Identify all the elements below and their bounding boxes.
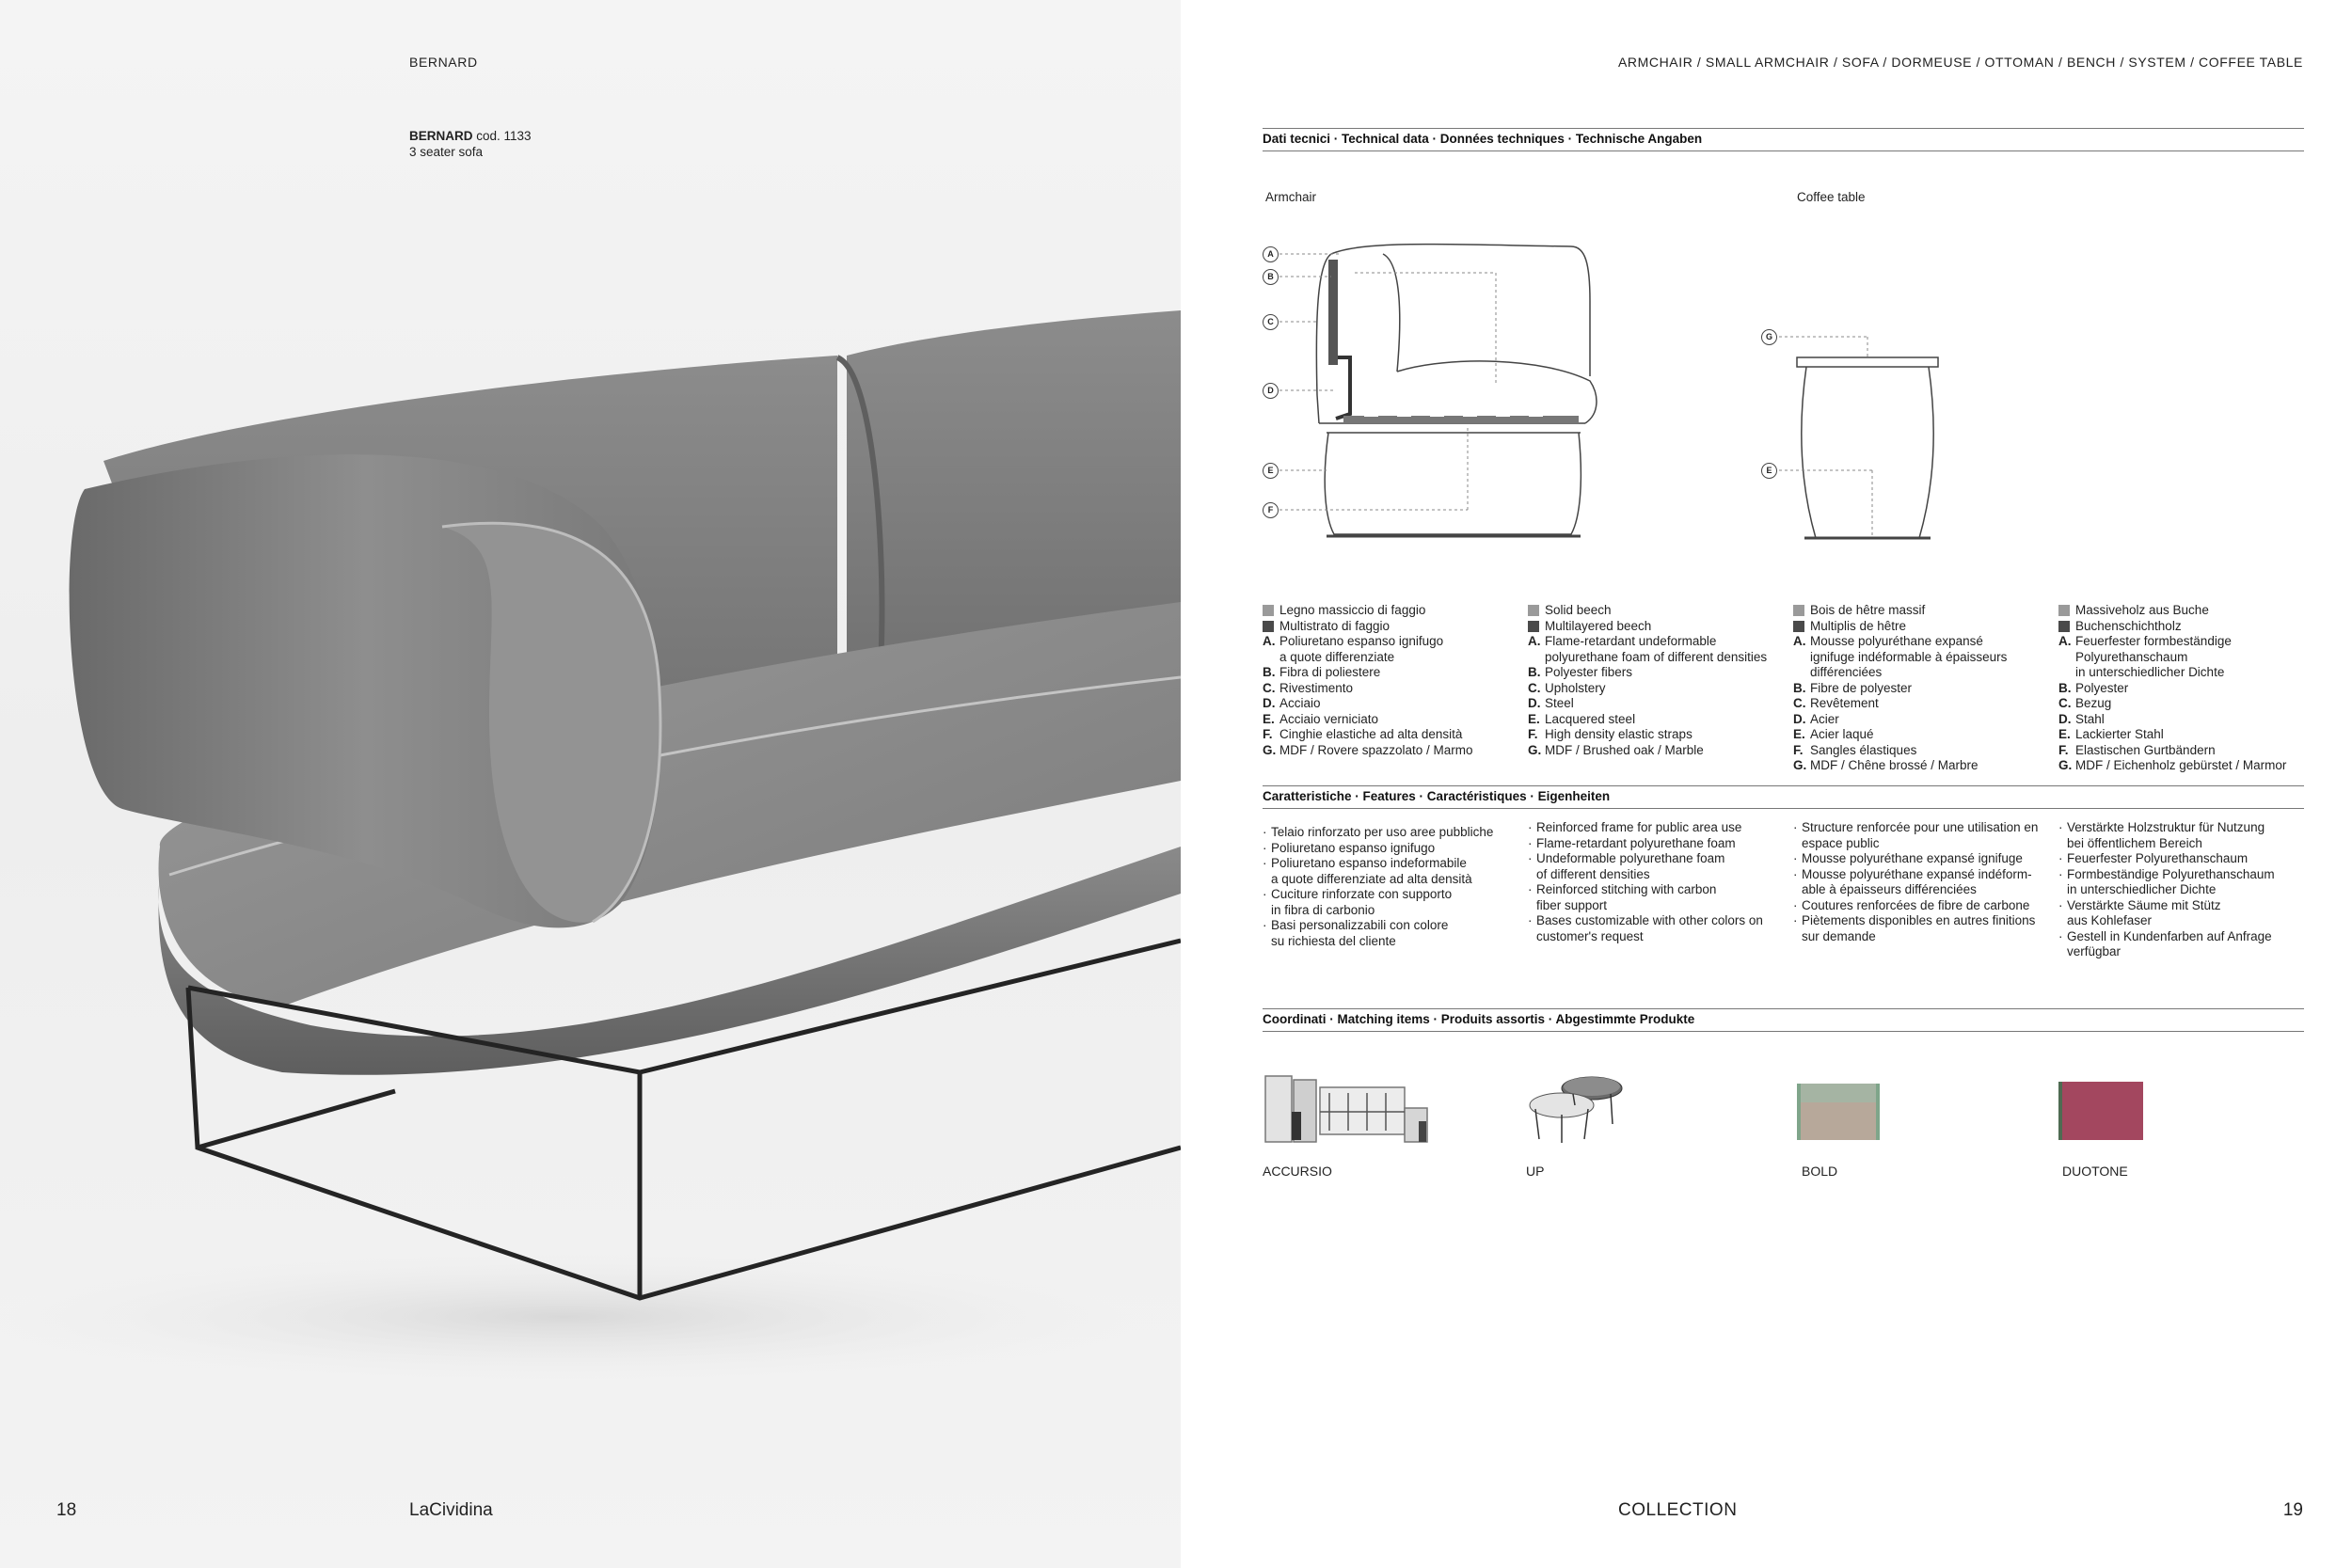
- coffee-table-drawing: [1759, 320, 1976, 546]
- swatch-multilayer-beech: [1793, 621, 1804, 632]
- product-name: BERNARD: [409, 129, 473, 143]
- marker-e-table: E: [1761, 463, 1777, 479]
- accursio-label[interactable]: ACCURSIO: [1263, 1164, 1332, 1179]
- marker-e: E: [1263, 463, 1279, 479]
- features-it: · Telaio rinforzato per uso aree pubbliche · Poliuretano espanso ignifugo · Poliuretano espanso indeformabile a quote differenziate ad alta densità · Cuciture rinforzate con supporto in fibra di carbonio · Basi personalizzabili con colore su richiesta del cliente: [1263, 825, 1494, 948]
- duotone-thumbnail[interactable]: [2058, 1082, 2143, 1140]
- up-label[interactable]: UP: [1526, 1164, 1545, 1179]
- up-thumbnail[interactable]: [1524, 1068, 1628, 1152]
- features-bar: [1263, 785, 2304, 809]
- swatch-multilayer-beech: [2058, 621, 2070, 632]
- marker-f: F: [1263, 502, 1279, 518]
- bold-label[interactable]: BOLD: [1802, 1164, 1838, 1179]
- marker-a: A: [1263, 246, 1279, 262]
- swatch-solid-beech: [1263, 605, 1274, 616]
- matching-bar: [1263, 1008, 2304, 1032]
- armchair-label: Armchair: [1265, 190, 1317, 204]
- technical-data-title: Dati tecnici · Technical data · Données techniques · Technische Angaben: [1263, 132, 1703, 146]
- swatch-solid-beech: [1528, 605, 1539, 616]
- legend-de: Massiveholz aus Buche Buchenschichtholz A. Feuerfester formbeständige Polyurethanschaum in unterschiedlicher Dichte B. Polyester C. Bezug D. Stahl E. Lackierter Stahl F. Elastischen Gurtbändern G. MDF / Eichenholz gebürstet / Marmor: [2058, 603, 2287, 772]
- product-subtitle: 3 seater sofa: [409, 144, 484, 159]
- marker-b: B: [1263, 269, 1279, 285]
- marker-g: G: [1761, 329, 1777, 345]
- bold-rug-band: [1801, 1084, 1876, 1102]
- product-caption: [409, 129, 532, 160]
- coffee-table-label: Coffee table: [1797, 190, 1866, 204]
- header-left: BERNARD: [409, 55, 478, 70]
- swatch-multilayer-beech: [1263, 621, 1274, 632]
- features-fr: · Structure renforcée pour une utilisation en espace public · Mousse polyuréthane expansé ignifuge · Mousse polyuréthane expansé indéform- able à épaisseurs différenciées · Coutures renforcées de fibre de carbone · Piètements disponibles en autres finitions sur demande: [1793, 820, 2039, 943]
- legend-it: Legno massiccio di faggio Multistrato di faggio A. Poliuretano espanso ignifugo a quote differenziate B. Fibra di poliestere C. Rivestimento D. Acciaio E. Acciaio verniciato F. Cinghie elastiche ad alta densità G. MDF / Rovere spazzolato / Marmo: [1263, 603, 1473, 757]
- swatch-solid-beech: [2058, 605, 2070, 616]
- accursio-thumbnail[interactable]: [1263, 1074, 1452, 1149]
- technical-data-bar: [1263, 128, 2304, 151]
- features-de: · Verstärkte Holzstruktur für Nutzung bei öffentlichem Bereich · Feuerfester Polyurethanschaum · Formbeständige Polyurethanschaum in unterschiedlicher Dichte · Verstärkte Säume mit Stütz aus Kohlefaser · Gestell in Kundenfarben auf Anfrage verfügbar: [2058, 820, 2275, 958]
- matching-title: Coordinati · Matching items · Produits assortis · Abgestimmte Produkte: [1263, 1012, 1695, 1026]
- legend-fr: Bois de hêtre massif Multiplis de hêtre A. Mousse polyuréthane expansé ignifuge indéformable à épaisseurs différenciées B. Fibre de polyester C. Revêtement D. Acier E. Acier laqué F. Sangles élastiques G. MDF / Chêne brossé / Marbre: [1793, 603, 2008, 772]
- features-title: Caratteristiche · Features · Caractéristiques · Eigenheiten: [1263, 789, 1611, 803]
- page-number-right: 19: [2282, 1500, 2303, 1520]
- collection-label: COLLECTION: [1618, 1500, 1738, 1520]
- page-number-left: 18: [56, 1500, 77, 1520]
- brand-name: LaCividina: [409, 1500, 493, 1520]
- marker-c: C: [1263, 314, 1279, 330]
- swatch-solid-beech: [1793, 605, 1804, 616]
- legend-en: Solid beech Multilayered beech A. Flame-retardant undeformable polyurethane foam of different densities B. Polyester fibers C. Upholstery D. Steel E. Lacquered steel F. High density elastic straps G. MDF / Brushed oak / Marble: [1528, 603, 1768, 757]
- duotone-label[interactable]: DUOTONE: [2062, 1164, 2128, 1179]
- marker-d: D: [1263, 383, 1279, 399]
- bold-thumbnail[interactable]: [1797, 1084, 1880, 1140]
- armchair-drawing: [1261, 235, 1618, 546]
- product-code: cod. 1133: [476, 129, 532, 143]
- features-en: · Reinforced frame for public area use · Flame-retardant polyurethane foam · Undeformable polyurethane foam of different densities · Reinforced stitching with carbon fiber support · Bases customizable with other colors on customer's request: [1528, 820, 1763, 943]
- swatch-multilayer-beech: [1528, 621, 1539, 632]
- header-right: ARMCHAIR / SMALL ARMCHAIR / SOFA / DORMEUSE / OTTOMAN / BENCH / SYSTEM / COFFEE TABLE: [1617, 55, 2303, 70]
